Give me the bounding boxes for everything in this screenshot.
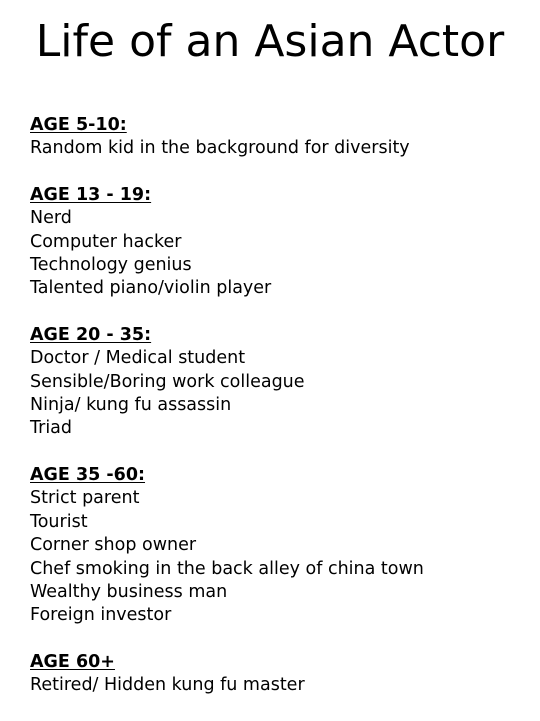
section-heading: AGE 13 - 19:	[30, 184, 152, 205]
list-item: Retired/ Hidden kung fu master	[30, 675, 305, 696]
section-heading: AGE 20 - 35:	[30, 324, 152, 345]
section-list	[30, 674, 530, 697]
section-heading: AGE 5-10:	[30, 115, 127, 135]
list-item: Triad	[30, 418, 73, 439]
section-heading: AGE 60+	[30, 651, 115, 672]
list-item: Chef smoking in the back alley of china town	[30, 558, 424, 579]
section-age-5-10	[30, 114, 530, 161]
list-item: Talented piano/violin player	[30, 278, 272, 299]
page-title: Life of an Asian Actor	[35, 16, 505, 67]
list-item: Technology genius	[30, 255, 192, 276]
section-age-20-35	[30, 324, 530, 441]
list-item: Random kid in the background for diversity	[30, 138, 410, 159]
list-item: Computer hacker	[30, 231, 182, 252]
section-list	[30, 347, 530, 441]
section-list	[30, 137, 530, 160]
list-item: Nerd	[30, 208, 72, 229]
list-item: Foreign investor	[30, 605, 172, 626]
list-item: Sensible/Boring work colleague	[30, 371, 305, 392]
section-age-35-60	[30, 464, 530, 628]
section-heading: AGE 35 -60:	[30, 464, 146, 485]
list-item: Tourist	[30, 511, 88, 532]
section-list	[30, 487, 530, 627]
list-item: Ninja/ kung fu assassin	[30, 395, 232, 416]
list-item: Strict parent	[30, 488, 140, 509]
section-list	[30, 207, 530, 301]
list-item: Corner shop owner	[30, 535, 197, 556]
list-item: Wealthy business man	[30, 581, 228, 602]
section-age-60-plus	[30, 651, 530, 698]
section-age-13-19	[30, 184, 530, 301]
age-sections	[30, 114, 530, 721]
list-item: Doctor / Medical student	[30, 348, 246, 369]
